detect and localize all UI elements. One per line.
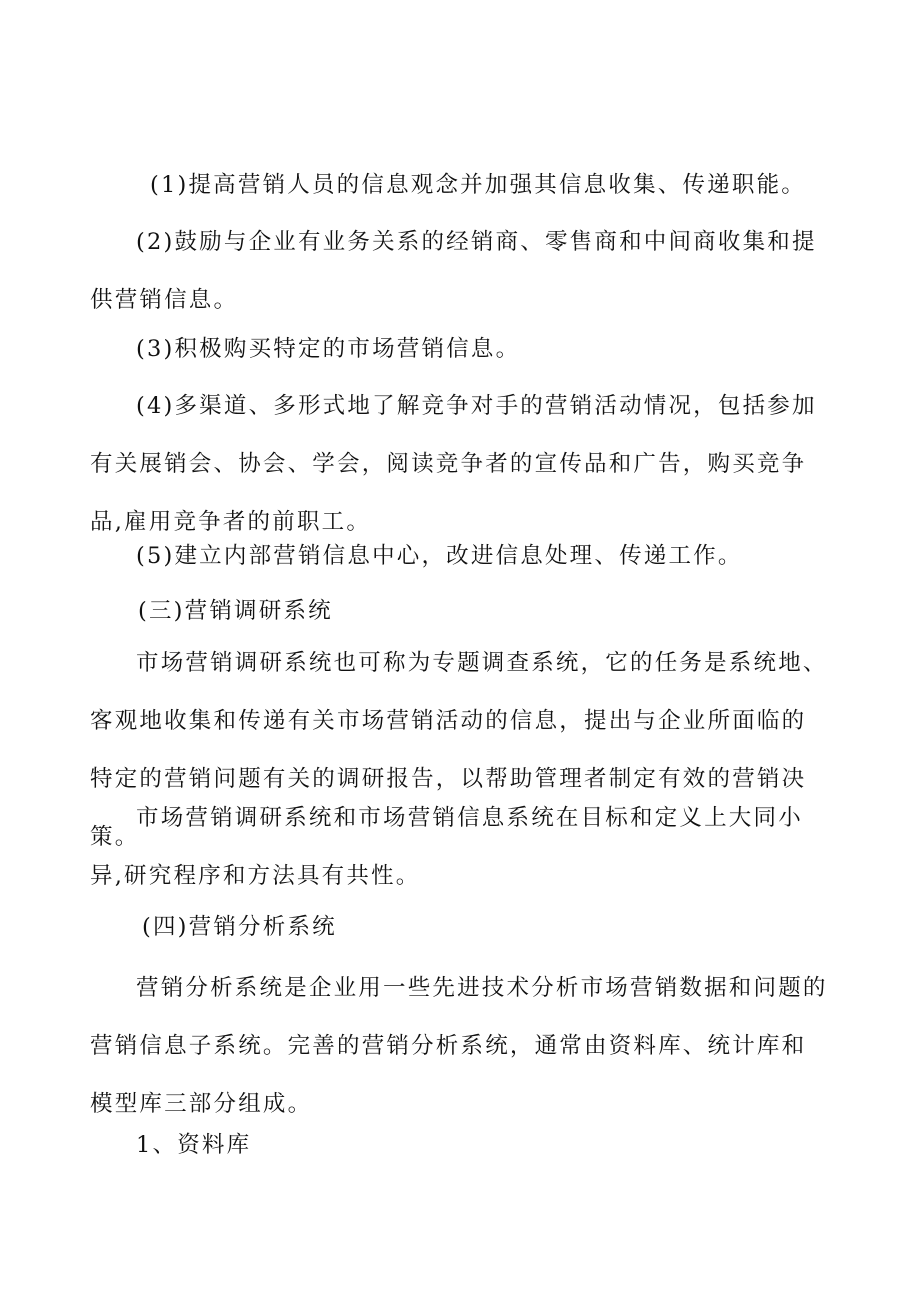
paragraph-market-research: 市场营销调研系统也可称为专题调查系统，它的任务是系统地、客观地收集和传递有关市场营销活动的信息，提出与企业所面临的特定的营销问题有关的调研报告，以帮助管理者制定有效的营销决策。	[90, 650, 828, 850]
section-heading-4: (四)营销分析系统	[142, 914, 337, 940]
paragraph-item-4: (4)多渠道、多形式地了解竞争对手的营销活动情况，包括参加有关展销会、协会、学会，阅读竞争者的宣传品和广告，购买竞争品,雇用竞争者的前职工。	[90, 393, 817, 535]
paragraph-item-1: (1)提高营销人员的信息观念并加强其信息收集、传递职能。	[150, 172, 806, 198]
paragraph-item-2: (2)鼓励与企业有业务关系的经销商、零售商和中间商收集和提供营销信息。	[90, 229, 817, 313]
paragraph-item-5: (5)建立内部营销信息中心，改进信息处理、传递工作。	[136, 543, 743, 569]
paragraph-item-3: (3)积极购买特定的市场营销信息。	[136, 336, 521, 362]
subsection-heading-database: 1、资料库	[136, 1132, 252, 1158]
paragraph-research-vs-info: 市场营销调研系统和市场营销信息系统在目标和定义上大同小异,研究程序和方法具有共性。	[90, 805, 803, 889]
section-heading-3: (三)营销调研系统	[138, 598, 333, 624]
paragraph-analysis-system: 营销分析系统是企业用一些先进技术分析市场营销数据和问题的营销信息子系统。完善的营销分析系统，通常由资料库、统计库和模型库三部分组成。	[90, 975, 828, 1117]
